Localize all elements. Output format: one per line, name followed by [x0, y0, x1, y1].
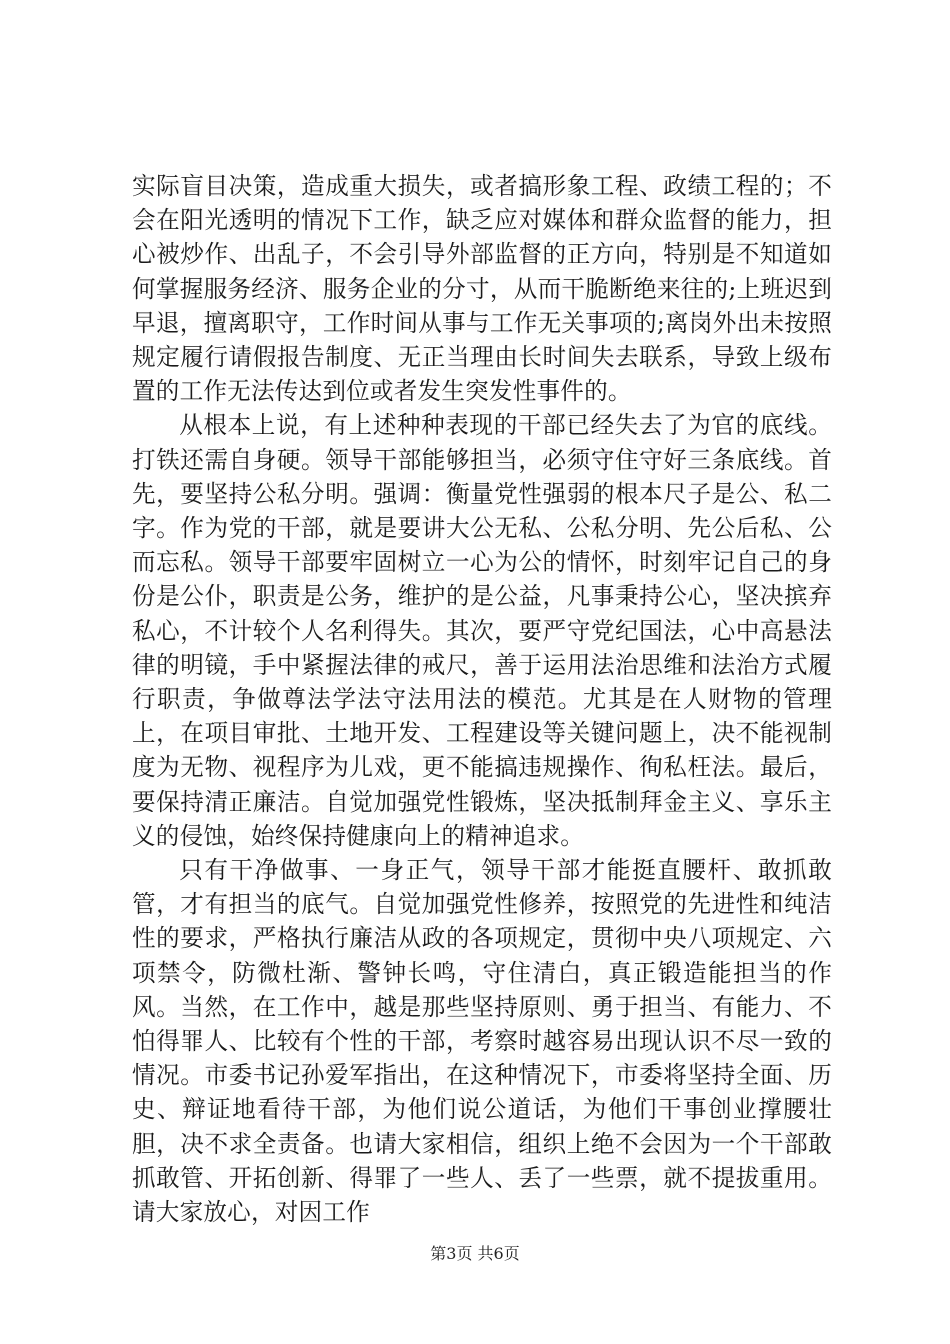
paragraph-2: 从根本上说，有上述种种表现的干部已经失去了为官的底线。打铁还需自身硬。领导干部能够担当，必须守住守好三条底线。首先，要坚持公私分明。强调：衡量党性强弱的根本尺子是公、私二字。作为党的干部，就是要讲大公无私、公私分明、先公后私、公而忘私。领导干部要牢固树立一心为公的情怀，时刻牢记自己的身份是公仆，职责是公务，维护的是公益，凡事秉持公心，坚决摈弃私心，不计较个人名利得失。其次，要严守党纪国法，心中高悬法律的明镜，手中紧握法律的戒尺，善于运用法治思维和法治方式履行职责，争做尊法学法守法用法的模范。尤其是在人财物的管理上，在项目审批、土地开发、工程建设等关键问题上，决不能视制度为无物、视程序为儿戏，更不能搞违规操作、徇私枉法。最后，要保持清正廉洁。自觉加强党性锻炼，坚决抵制拜金主义、享乐主义的侵蚀，始终保持健康向上的精神追求。 — [132, 411, 832, 850]
paragraph-1: 实际盲目决策，造成重大损失，或者搞形象工程、政绩工程的；不会在阳光透明的情况下工作，缺乏应对媒体和群众监督的能力，担心被炒作、出乱子，不会引导外部监督的正方向，特别是不知道如何掌握服务经济、服务企业的分寸，从而干脆断绝来往的;上班迟到早退，擅离职守，工作时间从事与工作无关事项的;离岗外出未按照规定履行请假报告制度、无正当理由长时间失去联系，导致上级布置的工作无法传达到位或者发生突发性事件的。 — [132, 172, 832, 406]
paragraph-3: 只有干净做事、一身正气，领导干部才能挺直腰杆、敢抓敢管，才有担当的底气。自觉加强党性修养，按照党的先进性和纯洁性的要求，严格执行廉洁从政的各项规定，贯彻中央八项规定、六项禁令，防微杜渐、警钟长鸣，守住清白，真正锻造能担当的作风。当然，在工作中，越是那些坚持原则、勇于担当、有能力、不怕得罪人、比较有个性的干部，考察时越容易出现认识不尽一致的情况。市委书记孙爱军指出，在这种情况下，市委将坚持全面、历史、辩证地看待干部，为他们说公道话，为他们干事创业撑腰壮胆，决不求全责备。也请大家相信，组织上绝不会因为一个干部敢抓敢管、开拓创新、得罪了一些人、丢了一些票，就不提拔重用。请大家放心，对因工作 — [132, 856, 832, 1227]
page-footer: 第3页 共6页 — [430, 1244, 520, 1263]
document-body — [132, 169, 832, 1229]
